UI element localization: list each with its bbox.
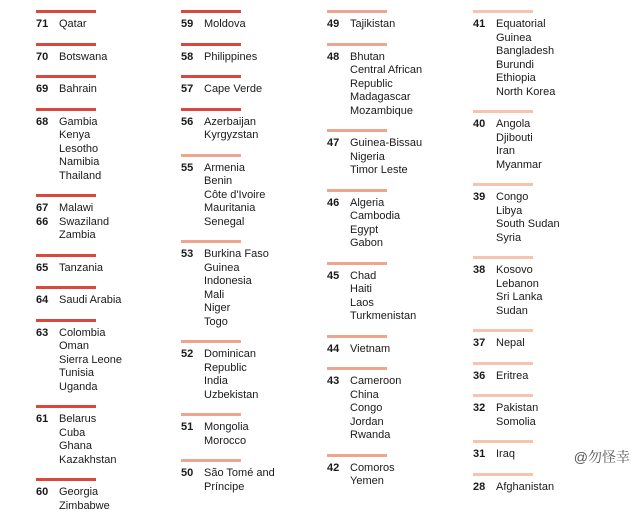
country-list — [59, 18, 87, 32]
country-list — [59, 327, 122, 395]
country-name: Colombia — [59, 327, 122, 341]
rank-row — [473, 18, 613, 99]
country-name: Guinea-Bissau — [350, 137, 422, 151]
country-name: Myanmar — [496, 159, 542, 173]
rank-number: 61 — [36, 413, 59, 427]
rank-number: 56 — [181, 116, 204, 130]
divider-bar — [327, 129, 387, 132]
country-list — [496, 370, 528, 384]
country-name: São Tomé and — [204, 467, 275, 481]
rank-number: 49 — [327, 18, 350, 32]
country-list — [59, 202, 93, 216]
country-list — [59, 486, 110, 513]
country-name: Haiti — [350, 283, 416, 297]
rank-row — [327, 137, 467, 178]
country-name: Kazakhstan — [59, 454, 116, 468]
country-name: Angola — [496, 118, 542, 132]
rank-number: 60 — [36, 486, 59, 500]
country-name: Central African — [350, 64, 422, 78]
divider-bar — [473, 183, 533, 186]
rank-row — [473, 370, 613, 384]
country-name: Mongolia — [204, 421, 249, 435]
divider-bar — [36, 319, 96, 322]
country-name: China — [350, 389, 401, 403]
country-list — [59, 262, 103, 276]
rank-row — [36, 18, 176, 32]
country-name: Sri Lanka — [496, 291, 542, 305]
rank-group — [36, 194, 176, 216]
rank-number: 28 — [473, 481, 496, 495]
rank-number: 37 — [473, 337, 496, 351]
rank-group — [181, 459, 321, 494]
rank-group — [327, 335, 467, 357]
rank-number: 69 — [36, 83, 59, 97]
country-list — [496, 337, 525, 351]
divider-bar — [473, 110, 533, 113]
country-name: Swaziland — [59, 216, 109, 230]
divider-bar — [181, 108, 241, 111]
rank-group — [473, 329, 613, 351]
rank-group — [36, 286, 176, 308]
country-list — [350, 137, 422, 178]
country-name: Laos — [350, 297, 416, 311]
divider-bar — [181, 340, 241, 343]
rank-row — [36, 51, 176, 65]
country-name: Yemen — [350, 475, 395, 489]
country-name: Bangladesh — [496, 45, 555, 59]
divider-bar — [36, 286, 96, 289]
country-name: Príncipe — [204, 481, 275, 495]
rank-group — [327, 454, 467, 489]
country-name: Tanzania — [59, 262, 103, 276]
divider-bar — [327, 335, 387, 338]
country-name: Thailand — [59, 170, 101, 184]
country-name: Benin — [204, 175, 265, 189]
country-list — [496, 448, 515, 462]
divider-bar — [36, 108, 96, 111]
divider-bar — [36, 10, 96, 13]
rank-number: 46 — [327, 197, 350, 211]
rank-group — [181, 75, 321, 97]
country-name: Kenya — [59, 129, 101, 143]
country-name: Indonesia — [204, 275, 269, 289]
country-name: Zimbabwe — [59, 500, 110, 513]
divider-bar — [473, 362, 533, 365]
rank-number: 59 — [181, 18, 204, 32]
country-name: Cambodia — [350, 210, 400, 224]
country-name: Côte d'Ivoire — [204, 189, 265, 203]
divider-bar — [473, 256, 533, 259]
rank-row — [473, 264, 613, 318]
country-list — [350, 375, 401, 443]
country-name: Mauritania — [204, 202, 265, 216]
column-4 — [473, 0, 613, 494]
divider-bar — [473, 329, 533, 332]
country-name: Gambia — [59, 116, 101, 130]
rank-group — [181, 10, 321, 32]
country-name: Guinea — [204, 262, 269, 276]
country-name: Libya — [496, 205, 560, 219]
rank-row — [181, 162, 321, 230]
rank-number: 67 — [36, 202, 59, 216]
country-name: Vietnam — [350, 343, 390, 357]
rank-number: 66 — [36, 216, 59, 230]
rank-number: 68 — [36, 116, 59, 130]
country-name: Syria — [496, 232, 560, 246]
country-name: Saudi Arabia — [59, 294, 121, 308]
country-list — [350, 343, 390, 357]
country-list — [350, 270, 416, 324]
divider-bar — [181, 43, 241, 46]
country-list — [496, 18, 555, 99]
country-name: Eritrea — [496, 370, 528, 384]
country-name: Qatar — [59, 18, 87, 32]
rank-row — [36, 294, 176, 308]
country-name: Gabon — [350, 237, 400, 251]
country-list — [496, 118, 542, 172]
country-name: Sudan — [496, 305, 542, 319]
rank-group — [327, 43, 467, 119]
divider-bar — [327, 43, 387, 46]
divider-bar — [181, 413, 241, 416]
country-name: Morocco — [204, 435, 249, 449]
rank-group — [36, 10, 176, 32]
rank-row — [327, 197, 467, 251]
country-name: Sierra Leone — [59, 354, 122, 368]
rank-number: 43 — [327, 375, 350, 389]
country-name: Timor Leste — [350, 164, 422, 178]
rank-number: 31 — [473, 448, 496, 462]
rank-row — [473, 481, 613, 495]
country-name: Uzbekistan — [204, 389, 258, 403]
country-name: Senegal — [204, 216, 265, 230]
country-name: Zambia — [59, 229, 109, 243]
country-list — [59, 116, 101, 184]
country-name: South Sudan — [496, 218, 560, 232]
country-name: Cape Verde — [204, 83, 262, 97]
country-name: Uganda — [59, 381, 122, 395]
rank-group — [473, 394, 613, 429]
country-list — [59, 51, 107, 65]
column-1 — [36, 0, 176, 513]
rank-row — [181, 18, 321, 32]
country-list — [204, 467, 275, 494]
watermark-text: @勿怪幸 — [574, 447, 630, 467]
divider-bar — [327, 189, 387, 192]
rank-group — [473, 256, 613, 318]
country-name: Lebanon — [496, 278, 542, 292]
rank-number: 41 — [473, 18, 496, 32]
divider-bar — [36, 254, 96, 257]
country-name: Niger — [204, 302, 269, 316]
country-name: Guinea — [496, 32, 555, 46]
rank-number: 57 — [181, 83, 204, 97]
rank-number: 45 — [327, 270, 350, 284]
rank-number: 63 — [36, 327, 59, 341]
rank-group — [473, 110, 613, 172]
country-name: Republic — [204, 362, 258, 376]
rank-number: 51 — [181, 421, 204, 435]
divider-bar — [327, 10, 387, 13]
rank-row — [181, 348, 321, 402]
rank-group — [36, 216, 176, 243]
divider-bar — [36, 194, 96, 197]
country-list — [496, 481, 554, 495]
rank-row — [36, 116, 176, 184]
rank-row — [473, 118, 613, 172]
country-list — [350, 197, 400, 251]
country-name: Turkmenistan — [350, 310, 416, 324]
rank-group — [327, 189, 467, 251]
country-name: Botswana — [59, 51, 107, 65]
divider-bar — [473, 394, 533, 397]
country-list — [350, 462, 395, 489]
rank-row — [36, 262, 176, 276]
rank-group — [473, 10, 613, 99]
divider-bar — [181, 459, 241, 462]
country-name: Madagascar — [350, 91, 422, 105]
rank-group — [473, 362, 613, 384]
divider-bar — [36, 43, 96, 46]
rank-row — [36, 83, 176, 97]
country-list — [204, 162, 265, 230]
rank-group — [181, 240, 321, 329]
divider-bar — [327, 367, 387, 370]
rank-number: 48 — [327, 51, 350, 65]
rank-group — [327, 129, 467, 178]
country-name: Kyrgyzstan — [204, 129, 258, 143]
country-name: Iran — [496, 145, 542, 159]
rank-group — [36, 75, 176, 97]
rank-number: 38 — [473, 264, 496, 278]
country-name: Azerbaijan — [204, 116, 258, 130]
rank-row — [473, 402, 613, 429]
country-list — [204, 248, 269, 329]
country-name: Oman — [59, 340, 122, 354]
country-name: Bahrain — [59, 83, 97, 97]
divider-bar — [473, 473, 533, 476]
country-name: Djibouti — [496, 132, 542, 146]
rank-number: 65 — [36, 262, 59, 276]
country-list — [204, 51, 257, 65]
rank-row — [181, 51, 321, 65]
country-name: Jordan — [350, 416, 401, 430]
rank-number: 47 — [327, 137, 350, 151]
country-list — [204, 421, 249, 448]
rank-number: 42 — [327, 462, 350, 476]
rank-group — [473, 183, 613, 245]
divider-bar — [181, 75, 241, 78]
rank-group — [181, 413, 321, 448]
country-name: Mozambique — [350, 105, 422, 119]
country-list — [496, 264, 542, 318]
rank-group — [181, 154, 321, 230]
rank-number: 50 — [181, 467, 204, 481]
country-list — [59, 83, 97, 97]
rank-row — [36, 486, 176, 513]
country-name: Republic — [350, 78, 422, 92]
column-3 — [327, 0, 467, 489]
divider-bar — [473, 440, 533, 443]
country-name: Dominican — [204, 348, 258, 362]
country-name: Armenia — [204, 162, 265, 176]
country-name: Burundi — [496, 59, 555, 73]
divider-bar — [181, 154, 241, 157]
country-name: Chad — [350, 270, 416, 284]
country-list — [204, 18, 246, 32]
rank-row — [36, 202, 176, 216]
country-list — [204, 116, 258, 143]
country-name: India — [204, 375, 258, 389]
country-name: Tajikistan — [350, 18, 395, 32]
divider-bar — [36, 478, 96, 481]
rank-group — [36, 319, 176, 395]
country-name: Algeria — [350, 197, 400, 211]
country-name: Moldova — [204, 18, 246, 32]
rank-group — [36, 405, 176, 467]
country-name: Iraq — [496, 448, 515, 462]
country-name: Burkina Faso — [204, 248, 269, 262]
rank-number: 36 — [473, 370, 496, 384]
rank-row — [36, 327, 176, 395]
rank-row — [181, 116, 321, 143]
rank-number: 40 — [473, 118, 496, 132]
country-name: Afghanistan — [496, 481, 554, 495]
rank-row — [181, 248, 321, 329]
country-list — [59, 294, 121, 308]
country-list — [496, 191, 560, 245]
rank-row — [181, 421, 321, 448]
rank-number: 52 — [181, 348, 204, 362]
country-name: Cameroon — [350, 375, 401, 389]
rank-number: 55 — [181, 162, 204, 176]
country-list — [350, 18, 395, 32]
country-name: Pakistan — [496, 402, 538, 416]
rank-row — [327, 51, 467, 119]
rank-number: 53 — [181, 248, 204, 262]
rank-group — [181, 340, 321, 402]
country-name: Ethiopia — [496, 72, 555, 86]
country-name: Ghana — [59, 440, 116, 454]
divider-bar — [181, 240, 241, 243]
rank-row — [181, 83, 321, 97]
country-name: Cuba — [59, 427, 116, 441]
country-name: Mali — [204, 289, 269, 303]
rank-row — [327, 18, 467, 32]
country-name: Somolia — [496, 416, 538, 430]
rank-number: 32 — [473, 402, 496, 416]
country-name: Tunisia — [59, 367, 122, 381]
country-name: Equatorial — [496, 18, 555, 32]
divider-bar — [327, 262, 387, 265]
country-list — [204, 348, 258, 402]
rank-group — [36, 108, 176, 184]
rank-group — [181, 43, 321, 65]
rank-group — [36, 43, 176, 65]
country-name: Comoros — [350, 462, 395, 476]
country-name: Bhutan — [350, 51, 422, 65]
rank-group — [327, 367, 467, 443]
country-name: Georgia — [59, 486, 110, 500]
divider-bar — [36, 405, 96, 408]
rank-row — [473, 191, 613, 245]
country-name: Nepal — [496, 337, 525, 351]
divider-bar — [327, 454, 387, 457]
country-name: Kosovo — [496, 264, 542, 278]
rank-row — [36, 413, 176, 467]
country-name: Belarus — [59, 413, 116, 427]
rank-number: 71 — [36, 18, 59, 32]
country-name: Congo — [350, 402, 401, 416]
rank-row — [181, 467, 321, 494]
rank-number: 58 — [181, 51, 204, 65]
rank-row — [36, 216, 176, 243]
country-list — [496, 402, 538, 429]
rank-group — [36, 478, 176, 513]
country-name: Namibia — [59, 156, 101, 170]
rank-row — [327, 270, 467, 324]
country-list — [204, 83, 262, 97]
rank-row — [327, 375, 467, 443]
rank-number: 39 — [473, 191, 496, 205]
rank-group — [327, 10, 467, 32]
country-name: Congo — [496, 191, 560, 205]
country-name: Philippines — [204, 51, 257, 65]
country-name: Rwanda — [350, 429, 401, 443]
rank-group — [36, 254, 176, 276]
rank-row — [473, 337, 613, 351]
rank-number: 44 — [327, 343, 350, 357]
country-list — [59, 216, 109, 243]
country-name: Togo — [204, 316, 269, 330]
country-list — [59, 413, 116, 467]
rank-group — [473, 473, 613, 495]
country-name: Malawi — [59, 202, 93, 216]
country-name: North Korea — [496, 86, 555, 100]
rank-number: 64 — [36, 294, 59, 308]
rank-group — [327, 262, 467, 324]
rank-row — [327, 462, 467, 489]
rank-row — [327, 343, 467, 357]
country-list — [350, 51, 422, 119]
country-name: Nigeria — [350, 151, 422, 165]
country-name: Egypt — [350, 224, 400, 238]
column-2 — [181, 0, 321, 494]
divider-bar — [181, 10, 241, 13]
country-name: Lesotho — [59, 143, 101, 157]
divider-bar — [473, 10, 533, 13]
rank-number: 70 — [36, 51, 59, 65]
rank-group — [181, 108, 321, 143]
divider-bar — [36, 75, 96, 78]
